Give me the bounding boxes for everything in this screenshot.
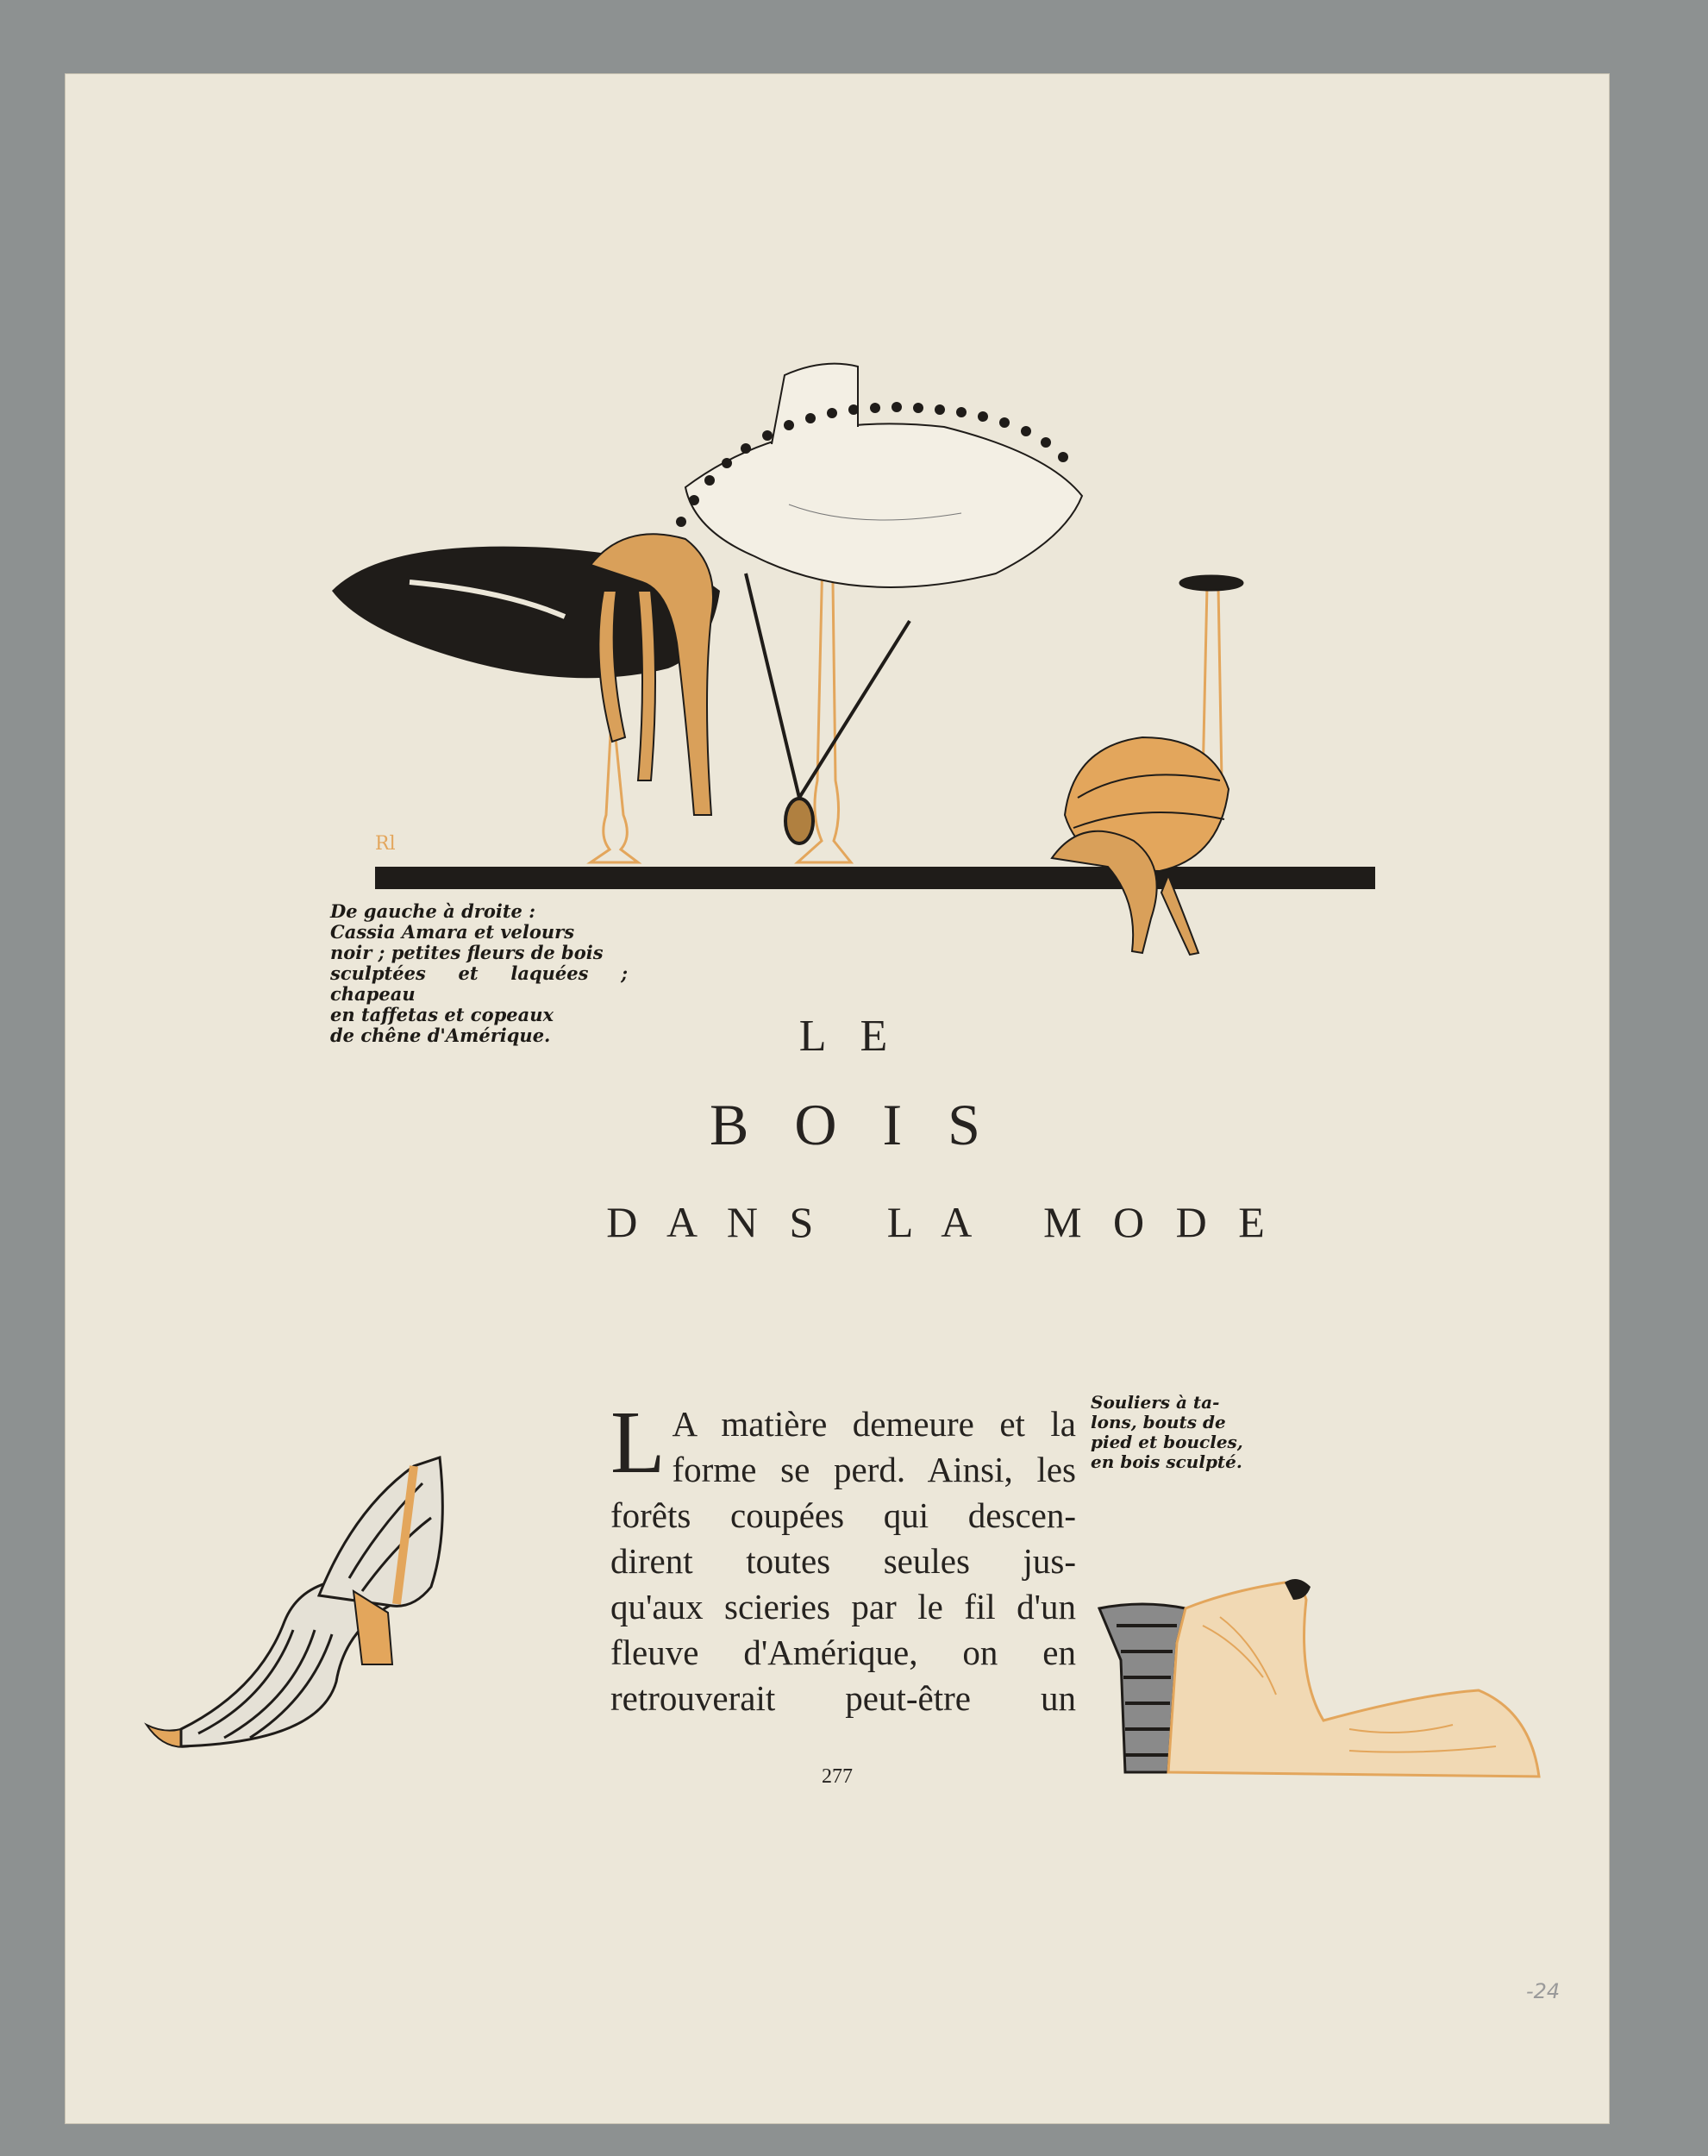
caption-line: Souliers à ta-: [1091, 1392, 1220, 1413]
body-line: forêts coupées qui descen-: [610, 1495, 1076, 1535]
right-shoe-illustration: [1091, 1539, 1556, 1798]
body-line: retrouverait peut-être un: [610, 1678, 1076, 1718]
title-le: L E: [798, 1012, 900, 1061]
body-line: fleuve d'Amérique, on en: [610, 1633, 1076, 1672]
caption-line: pied et boucles,: [1091, 1432, 1243, 1452]
caption-line: De gauche à droite :: [330, 900, 535, 922]
pendant-necklace: [746, 573, 910, 843]
title-bois: B O I S: [710, 1092, 996, 1157]
taffeta-hat: [685, 364, 1082, 587]
caption-line: lons, bouts de: [1091, 1412, 1226, 1432]
body-line: dirent toutes seules jus-: [610, 1541, 1076, 1581]
drop-cap: L: [610, 1393, 666, 1492]
magazine-page: [65, 73, 1610, 2124]
caption-line: de chêne d'Amérique.: [330, 1025, 551, 1046]
caption-line: sculptées et laquées ; chapeau: [330, 962, 628, 1005]
page-number: 277: [822, 1765, 853, 1788]
article-body: [610, 1393, 1076, 1721]
caption-line: en bois sculpté.: [1091, 1451, 1242, 1472]
pencil-note: -24: [1526, 1979, 1561, 2003]
left-shoe-illustration: [129, 1406, 491, 1802]
body-line: A matière demeure et la: [672, 1404, 1076, 1444]
body-line: qu'aux scieries par le fil d'un: [610, 1587, 1076, 1626]
shelf: [375, 867, 1375, 889]
artist-monogram: Rl: [375, 833, 396, 855]
turban-hat: [1052, 737, 1229, 955]
caption-shoes: [1091, 1393, 1254, 1472]
caption-line: noir ; petites fleurs de bois: [330, 942, 604, 963]
body-line: forme se perd. Ainsi, les: [672, 1450, 1076, 1489]
caption-line: en taffetas et copeaux: [330, 1004, 554, 1025]
caption-line: Cassia Amara et velours: [330, 921, 575, 943]
title-dans-la-mode: D A N S L A M O D E: [606, 1198, 1275, 1246]
